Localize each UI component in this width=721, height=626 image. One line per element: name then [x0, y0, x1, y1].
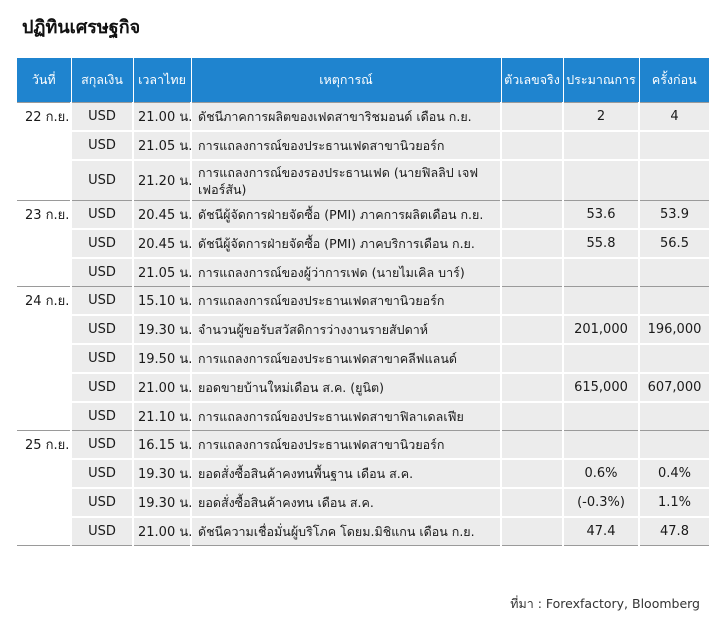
cell-event: ยอดสั่งซื้อสินค้าคงทน เดือน ส.ค. [191, 488, 501, 517]
cell-date [17, 315, 71, 344]
cell-time: 21.05 น. [133, 258, 191, 287]
cell-currency: USD [71, 131, 133, 160]
table-row [17, 402, 709, 431]
cell-event: ดัชนีผู้จัดการฝ่ายจัดซื้อ (PMI) ภาคการผลิตเดือน ก.ย. [191, 201, 501, 230]
table-row [17, 287, 709, 316]
cell-currency: USD [71, 344, 133, 373]
cell-time: 19.30 น. [133, 459, 191, 488]
cell-time: 21.00 น. [133, 103, 191, 132]
cell-event: การแถลงการณ์ของผู้ว่าการเฟด (นายไมเคิล บาร์) [191, 258, 501, 287]
cell-event: ยอดสั่งซื้อสินค้าคงทนพื้นฐาน เดือน ส.ค. [191, 459, 501, 488]
cell-actual [501, 517, 563, 546]
cell-date [17, 131, 71, 160]
cell-event: ดัชนีความเชื่อมั่นผู้บริโภค โดยม.มิชิแกน เดือน ก.ย. [191, 517, 501, 546]
table-row [17, 431, 709, 460]
cell-forecast: 53.6 [563, 201, 639, 230]
cell-forecast [563, 431, 639, 460]
cell-previous: 47.8 [639, 517, 709, 546]
cell-actual [501, 373, 563, 402]
cell-previous [639, 160, 709, 201]
cell-date: 23 ก.ย. [17, 201, 71, 230]
table-row [17, 103, 709, 132]
cell-event: การแถลงการณ์ของประธานเฟดสาขานิวยอร์ก [191, 431, 501, 460]
cell-time: 21.10 น. [133, 402, 191, 431]
cell-previous [639, 344, 709, 373]
cell-time: 21.20 น. [133, 160, 191, 201]
cell-currency: USD [71, 201, 133, 230]
cell-time: 21.00 น. [133, 373, 191, 402]
cell-forecast: 47.4 [563, 517, 639, 546]
cell-currency: USD [71, 488, 133, 517]
cell-time: 21.00 น. [133, 517, 191, 546]
cell-forecast: (-0.3%) [563, 488, 639, 517]
cell-date [17, 160, 71, 201]
cell-currency: USD [71, 258, 133, 287]
table-row [17, 201, 709, 230]
cell-forecast: 0.6% [563, 459, 639, 488]
cell-event: ดัชนีผู้จัดการฝ่ายจัดซื้อ (PMI) ภาคบริการเดือน ก.ย. [191, 229, 501, 258]
cell-currency: USD [71, 160, 133, 201]
cell-time: 20.45 น. [133, 201, 191, 230]
cell-date [17, 373, 71, 402]
cell-currency: USD [71, 103, 133, 132]
cell-event: ยอดขายบ้านใหม่เดือน ส.ค. (ยูนิต) [191, 373, 501, 402]
cell-previous [639, 431, 709, 460]
cell-actual [501, 131, 563, 160]
cell-forecast [563, 131, 639, 160]
cell-actual [501, 459, 563, 488]
cell-currency: USD [71, 229, 133, 258]
cell-currency: USD [71, 373, 133, 402]
cell-time: 16.15 น. [133, 431, 191, 460]
cell-actual [501, 488, 563, 517]
cell-time: 20.45 น. [133, 229, 191, 258]
cell-previous: 53.9 [639, 201, 709, 230]
cell-actual [501, 229, 563, 258]
cell-forecast: 55.8 [563, 229, 639, 258]
cell-event: ดัชนีภาคการผลิตของเฟดสาขาริชมอนด์ เดือน ก.ย. [191, 103, 501, 132]
header-date: วันที่ [17, 58, 71, 103]
cell-time: 21.05 น. [133, 131, 191, 160]
cell-currency: USD [71, 287, 133, 316]
source-note: ที่มา : Forexfactory, Bloomberg [510, 596, 700, 611]
cell-previous: 56.5 [639, 229, 709, 258]
cell-actual [501, 160, 563, 201]
cell-forecast [563, 287, 639, 316]
cell-actual [501, 315, 563, 344]
cell-time: 15.10 น. [133, 287, 191, 316]
table-row [17, 373, 709, 402]
cell-currency: USD [71, 431, 133, 460]
cell-date [17, 488, 71, 517]
cell-forecast [563, 344, 639, 373]
cell-previous [639, 131, 709, 160]
header-actual: ตัวเลขจริง [501, 58, 563, 103]
cell-date [17, 344, 71, 373]
cell-date [17, 402, 71, 431]
table-row [17, 459, 709, 488]
cell-time: 19.30 น. [133, 488, 191, 517]
cell-previous: 1.1% [639, 488, 709, 517]
cell-forecast: 615,000 [563, 373, 639, 402]
table-row [17, 315, 709, 344]
cell-event: การแถลงการณ์ของประธานเฟดสาขาคลีฟแลนด์ [191, 344, 501, 373]
cell-forecast [563, 160, 639, 201]
table-row [17, 488, 709, 517]
cell-forecast [563, 402, 639, 431]
table-row [17, 344, 709, 373]
cell-date [17, 459, 71, 488]
cell-date [17, 517, 71, 546]
cell-previous: 4 [639, 103, 709, 132]
cell-previous: 607,000 [639, 373, 709, 402]
cell-currency: USD [71, 402, 133, 431]
table-header-row [17, 58, 709, 103]
cell-actual [501, 431, 563, 460]
cell-previous [639, 287, 709, 316]
cell-actual [501, 344, 563, 373]
page-title: ปฏิทินเศรษฐกิจ [22, 17, 141, 38]
cell-actual [501, 287, 563, 316]
cell-forecast: 201,000 [563, 315, 639, 344]
cell-currency: USD [71, 459, 133, 488]
table-row [17, 258, 709, 287]
cell-date [17, 258, 71, 287]
cell-currency: USD [71, 517, 133, 546]
cell-time: 19.30 น. [133, 315, 191, 344]
cell-previous: 0.4% [639, 459, 709, 488]
cell-previous: 196,000 [639, 315, 709, 344]
cell-time: 19.50 น. [133, 344, 191, 373]
header-forecast: ประมาณการ [563, 58, 639, 103]
cell-date [17, 229, 71, 258]
table-row [17, 131, 709, 160]
cell-currency: USD [71, 315, 133, 344]
table-body [17, 103, 709, 546]
cell-event: การแถลงการณ์ของประธานเฟดสาขานิวยอร์ก [191, 287, 501, 316]
table-row [17, 160, 709, 201]
cell-event: การแถลงการณ์ของประธานเฟดสาขาฟิลาเดลเฟีย [191, 402, 501, 431]
cell-event: การแถลงการณ์ของประธานเฟดสาขานิวยอร์ก [191, 131, 501, 160]
economic-calendar-table [17, 58, 709, 546]
cell-actual [501, 103, 563, 132]
header-previous: ครั้งก่อน [639, 58, 709, 103]
table-row [17, 517, 709, 546]
cell-previous [639, 402, 709, 431]
cell-date: 24 ก.ย. [17, 287, 71, 316]
cell-actual [501, 402, 563, 431]
header-currency: สกุลเงิน [71, 58, 133, 103]
cell-event: จำนวนผู้ขอรับสวัสดิการว่างงานรายสัปดาห์ [191, 315, 501, 344]
header-event: เหตุการณ์ [191, 58, 501, 103]
cell-event: การแถลงการณ์ของรองประธานเฟด (นายฟิลลิป เจฟเฟอร์สัน) [191, 160, 501, 201]
header-time: เวลาไทย [133, 58, 191, 103]
cell-previous [639, 258, 709, 287]
cell-actual [501, 258, 563, 287]
table-row [17, 229, 709, 258]
cell-forecast: 2 [563, 103, 639, 132]
cell-date: 22 ก.ย. [17, 103, 71, 132]
cell-date: 25 ก.ย. [17, 431, 71, 460]
cell-forecast [563, 258, 639, 287]
cell-actual [501, 201, 563, 230]
